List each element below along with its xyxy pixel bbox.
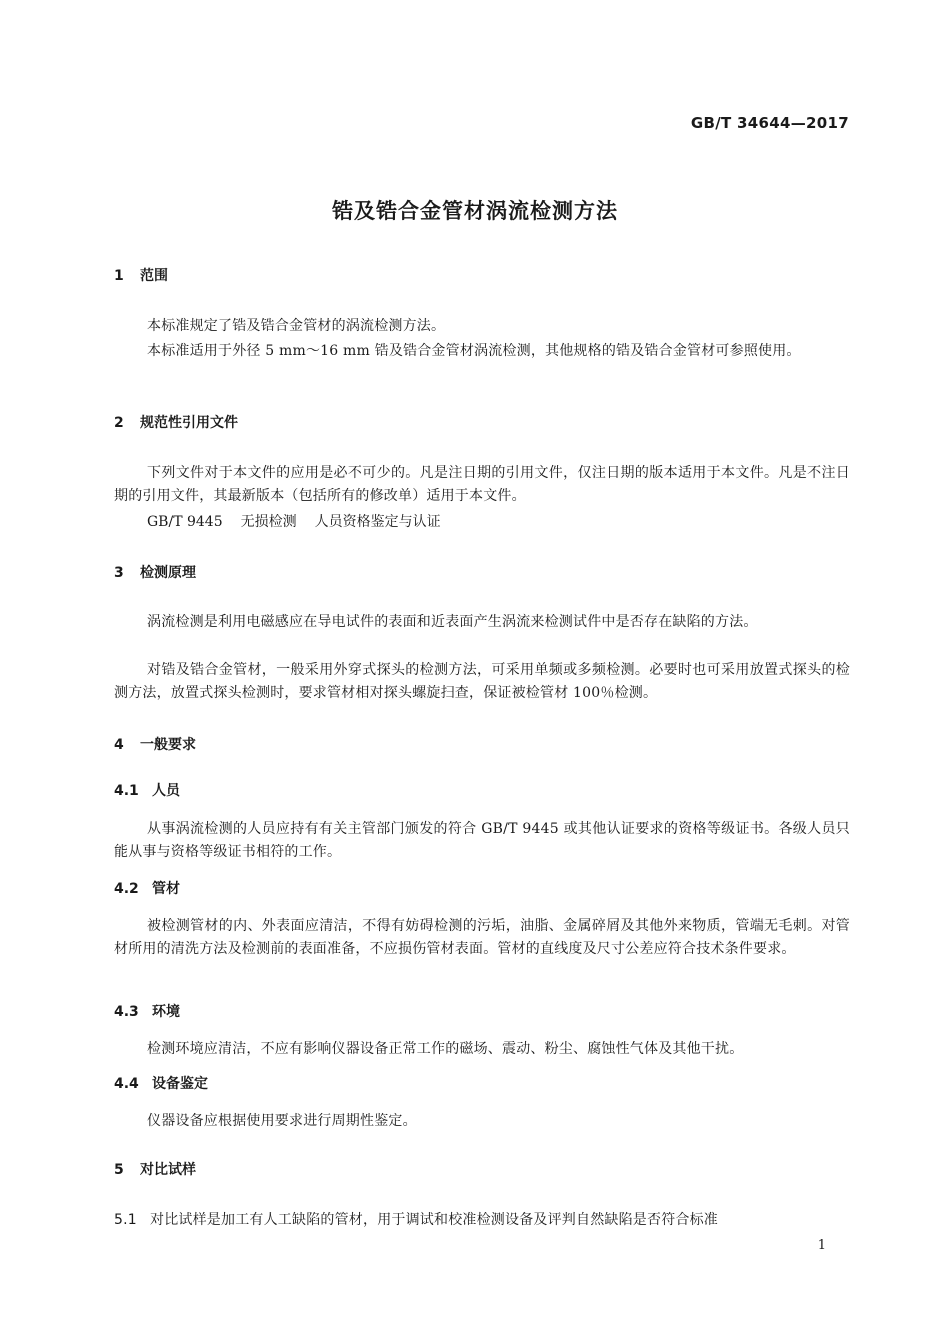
section-3-paragraph-2: 对锆及锆合金管材，一般采用外穿式探头的检测方法，可采用单频或多频检测。必要时也可采用放置式探头的检测方法，放置式探头检测时，要求管材相对探头螺旋扫查，保证被检管材 100％检测。 (114, 662, 850, 701)
section-1-paragraph-2: 本标准适用于外径 5 mm～16 mm 锆及锆合金管材涡流检测，其他规格的锆及锆合金管材可参照使用。 (147, 343, 801, 359)
section-4-3-paragraph: 检测环境应清洁，不应有影响仪器设备正常工作的磁场、震动、粉尘、腐蚀性气体及其他干扰。 (147, 1041, 744, 1057)
section-number: 2 (114, 415, 124, 431)
section-4-4-paragraph: 仪器设备应根据使用要求进行周期性鉴定。 (147, 1113, 417, 1129)
section-5-1-text: 对比试样是加工有人工缺陷的管材，用于调试和校准检测设备及评判自然缺陷是否符合标准 (150, 1212, 718, 1228)
section-title: 设备鉴定 (152, 1076, 208, 1092)
section-5-heading (114, 1160, 196, 1180)
section-4-2-paragraph: 被检测管材的内、外表面应清洁，不得有妨碍检测的污垢，油脂、金属碎屑及其他外来物质，管端无毛刺。对管材所用的清洗方法及检测前的表面准备，不应损伤管材表面。管材的直线度及尺寸公差应符合技术条件要求。 (114, 918, 850, 957)
section-4-3-heading (114, 1002, 180, 1022)
section-number: 5.1 (114, 1212, 137, 1228)
reference-code: GB/T 9445 (147, 514, 223, 530)
section-2-heading (114, 413, 238, 433)
section-number: 4.3 (114, 1004, 139, 1020)
section-1-paragraph-1: 本标准规定了锆及锆合金管材的涡流检测方法。 (147, 318, 446, 334)
section-4-2-heading (114, 879, 180, 899)
section-title: 对比试样 (140, 1162, 196, 1178)
standard-code: GB/T 34644—2017 (690, 114, 849, 132)
section-4-heading (114, 735, 196, 755)
section-number: 4 (114, 737, 124, 753)
reference-title-part-1: 无损检测 (240, 514, 297, 530)
section-4-4-heading (114, 1074, 208, 1094)
reference-title-part-2: 人员资格鉴定与认证 (314, 514, 441, 530)
section-number: 3 (114, 565, 124, 581)
section-5-1-paragraph (114, 1209, 850, 1232)
section-title: 人员 (152, 783, 180, 799)
section-title: 环境 (152, 1004, 180, 1020)
section-2-paragraph-1: 下列文件对于本文件的应用是必不可少的。凡是注日期的引用文件，仅注日期的版本适用于本文件。凡是不注日期的引用文件，其最新版本（包括所有的修改单）适用于本文件。 (114, 465, 850, 504)
document-title: 锆及锆合金管材涡流检测方法 (332, 199, 618, 223)
section-number: 5 (114, 1162, 124, 1178)
section-number: 4.4 (114, 1076, 139, 1092)
section-title: 管材 (152, 881, 180, 897)
section-number: 4.2 (114, 881, 139, 897)
normative-reference (147, 511, 459, 534)
section-4-1-paragraph: 从事涡流检测的人员应持有有关主管部门颁发的符合 GB/T 9445 或其他认证要求的资格等级证书。各级人员只能从事与资格等级证书相符的工作。 (114, 821, 850, 860)
section-title: 一般要求 (140, 737, 196, 753)
section-1-heading (114, 266, 168, 286)
page-number: 1 (817, 1238, 826, 1253)
section-number: 4.1 (114, 783, 139, 799)
section-number: 1 (114, 268, 124, 284)
section-3-paragraph-1: 涡流检测是利用电磁感应在导电试件的表面和近表面产生涡流来检测试件中是否存在缺陷的方法。 (147, 614, 758, 630)
section-3-heading (114, 563, 196, 583)
section-4-1-heading (114, 781, 180, 801)
section-title: 规范性引用文件 (140, 415, 238, 431)
section-title: 范围 (140, 268, 168, 284)
section-title: 检测原理 (140, 565, 196, 581)
